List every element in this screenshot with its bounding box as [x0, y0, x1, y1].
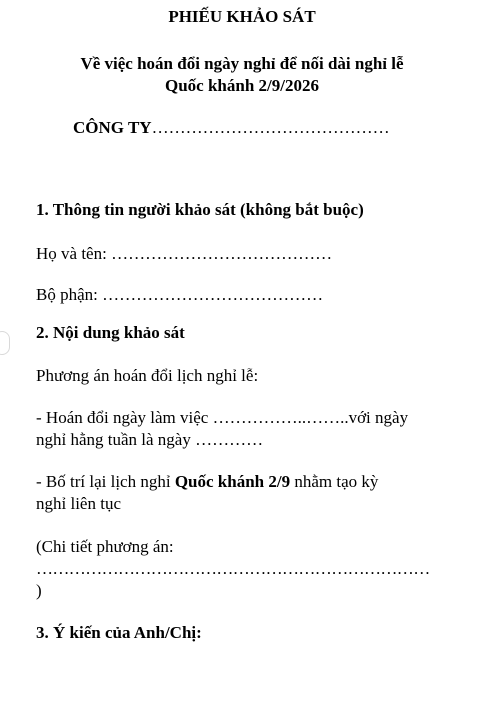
section1-heading: 1. Thông tin người khảo sát (không bắt buộc)	[36, 200, 364, 219]
company-dots: ……………………………………	[151, 118, 390, 137]
edge-scroll-handle[interactable]	[0, 331, 10, 355]
option2-bold-text: Quốc khánh 2/9	[174, 472, 291, 491]
department-dots: …………………………………	[102, 285, 324, 304]
department-label: Bộ phận:	[36, 285, 103, 304]
document-subtitle-line2: Quốc khánh 2/9/2026	[165, 76, 319, 95]
section2-heading: 2. Nội dung khảo sát	[36, 323, 185, 342]
option1-text: - Hoán đổi ngày làm việc	[36, 408, 213, 427]
detail-dots: ………………………………………………………………	[36, 559, 430, 578]
company-field	[73, 118, 390, 138]
option1-line2: nghỉ hằng tuần là ngày …………	[36, 430, 264, 449]
option1-post: ..với ngày	[340, 408, 409, 427]
company-label: CÔNG TY	[73, 118, 152, 137]
option1-line1	[36, 408, 408, 428]
document-title: PHIẾU KHẢO SÁT	[168, 7, 316, 26]
option2-line2: nghỉ liên tục	[36, 494, 121, 513]
option2-post: nhằm tạo kỳ	[290, 472, 379, 491]
option2-line1	[36, 472, 378, 492]
detail-close: )	[36, 581, 42, 600]
name-field	[36, 244, 332, 264]
section3-heading: 3. Ý kiến của Anh/Chị:	[36, 623, 202, 642]
document-subtitle-line1: Về việc hoán đổi ngày nghỉ để nối dài nghỉ lễ	[80, 54, 404, 73]
option1-dots: ……………..……	[212, 408, 341, 427]
name-label: Họ và tên:	[36, 244, 112, 263]
department-field	[36, 285, 323, 305]
section2-intro: Phương án hoán đổi lịch nghỉ lễ:	[36, 366, 259, 385]
name-dots: …………………………………	[111, 244, 333, 263]
option2-text: - Bố trí lại lịch nghỉ	[36, 472, 175, 491]
detail-open: (Chi tiết phương án:	[36, 537, 174, 556]
